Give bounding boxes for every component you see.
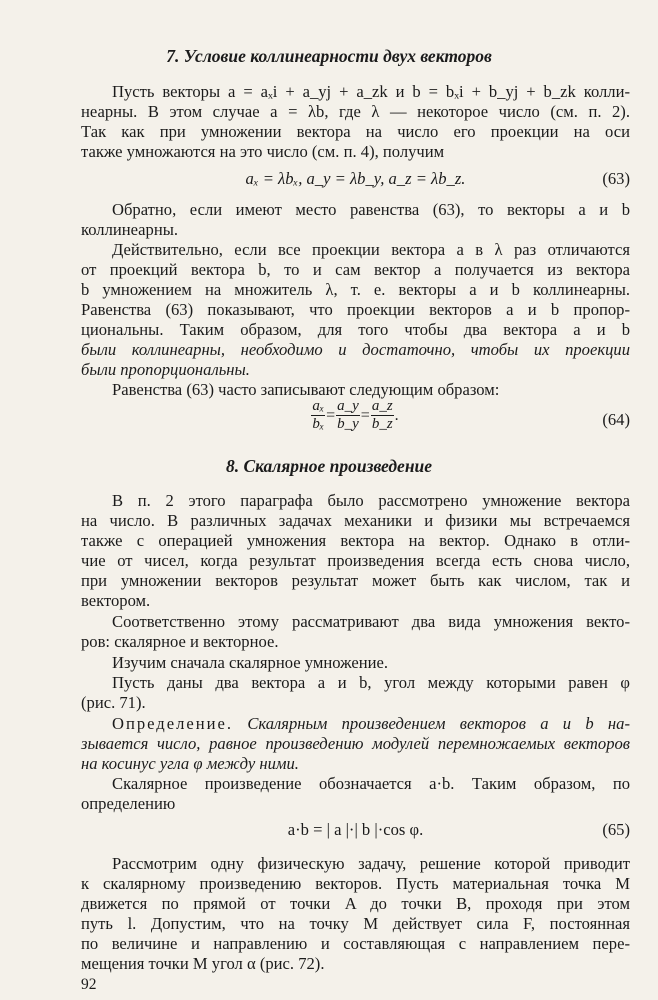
fraction-z-denominator: b_z — [371, 416, 393, 432]
equation-63 — [81, 167, 630, 191]
s8-p6-line4: путь l. Допустим, что на точку M действует сила F, постоянная — [81, 914, 630, 933]
s8-p2-line2: ров: скалярное и векторное. — [81, 632, 279, 651]
s8-p2-line1: Соответственно этому рассматривают два вида умножения векто- — [112, 612, 630, 631]
definition-line1 — [112, 714, 630, 734]
equals-sign-1: = — [326, 406, 336, 424]
equation-63-body: aₓ = λbₓ, a_y = λb_y, a_z = λb_z. — [245, 169, 466, 188]
s8-p6-line2: к скалярному произведению векторов. Пусть материальная точка M — [81, 874, 630, 893]
equation-64 — [81, 398, 630, 444]
s7-p3-line2: от проекций вектора b, то и сам вектор a получается из вектора — [81, 260, 630, 279]
s7-p3-line4: Равенства (63) показывают, что проекции векторов a и b пропор- — [81, 300, 630, 319]
definition-line2: зывается число, равное произведению модулей перемножаемых векторов — [81, 734, 630, 753]
s8-p1-line1: В п. 2 этого параграфа было рассмотрено умножение вектора — [112, 491, 630, 510]
s8-p1-line6: вектором. — [81, 591, 151, 610]
fraction-x-numerator: aₓ — [312, 398, 325, 414]
s7-p4: Равенства (63) часто записывают следующим образом: — [112, 380, 500, 399]
equation-64-body — [81, 398, 630, 433]
s7-p3-line7: были пропорциональны. — [81, 360, 250, 379]
s8-p1-line4: чие от чисел, когда результат произведения всегда есть снова число, — [81, 551, 630, 570]
s7-p1-line3: Так как при умножении вектора на число его проекции на оси — [81, 122, 630, 141]
fraction-y-denominator: b_y — [337, 416, 359, 432]
definition-text-1: Скалярным произведением векторов a и b на- — [247, 714, 630, 733]
s8-p6-line6: мещения точки M угол α (рис. 72). — [81, 954, 325, 973]
s8-p5-line1: Скалярное произведение обозначается a·b. Таким образом, по — [112, 774, 630, 793]
equation-64-period: . — [394, 406, 399, 424]
s7-p1-line1: Пусть векторы a = aₓi + a_yj + a_zk и b = bₓi + b_yj + b_zk колли- — [112, 82, 630, 101]
definition-line3: на косинус угла φ между ними. — [81, 754, 299, 773]
s8-p5-line2: определению — [81, 794, 176, 813]
equation-65-body: a·b = | a |·| b |·cos φ. — [287, 820, 424, 839]
fraction-x — [311, 398, 325, 433]
equals-sign-2: = — [360, 406, 370, 424]
s8-p4-line1: Пусть даны два вектора a и b, угол между которыми равен φ — [112, 673, 630, 692]
fraction-z — [371, 398, 394, 433]
page-number: 92 — [81, 976, 97, 993]
section-8-title: 8. Скалярное произведение — [225, 456, 433, 476]
s7-p3-line3: b умножением на множитель λ, т. е. векторы a и b коллинеарны. — [81, 280, 630, 299]
fraction-x-denominator: bₓ — [312, 416, 325, 432]
s7-p3-line5: циональны. Таким образом, для того чтобы два вектора a и b — [81, 320, 630, 339]
definition-label: Определение. — [112, 714, 234, 733]
s8-p4-line2: (рис. 71). — [81, 693, 146, 712]
equation-65-number: (65) — [602, 820, 630, 839]
s8-p1-line5: при умножении векторов результат может быть как числом, так и — [81, 571, 630, 590]
equation-65 — [81, 818, 630, 842]
s8-p3: Изучим сначала скалярное умножение. — [112, 653, 388, 672]
s7-p2-line2: коллинеарны. — [81, 220, 179, 239]
equation-64-number: (64) — [602, 410, 630, 429]
s7-p1-line4: также умножаются на это число (см. п. 4), получим — [81, 142, 445, 161]
s7-p3-line1: Действительно, если все проекции вектора a в λ раз отличаются — [112, 240, 630, 259]
s8-p6-line3: движется по прямой от точки A до точки B, проходя при этом — [81, 894, 630, 913]
s8-p1-line3: также с операцией умножения вектора на вектор. Однако в отли- — [81, 531, 630, 550]
equation-63-number: (63) — [602, 169, 630, 188]
section-7-title: 7. Условие коллинеарности двух векторов — [166, 46, 492, 66]
fraction-y — [336, 398, 360, 433]
s7-p3-line6: были коллинеарны, необходимо и достаточно, чтобы их проекции — [81, 340, 630, 359]
s8-p1-line2: на число. В различных задачах механики и физики мы встречаемся — [81, 511, 630, 530]
fraction-y-numerator: a_y — [337, 398, 359, 414]
s8-p6-line5: по величине и направлению и составляющая с направлением пере- — [81, 934, 630, 953]
s7-p2-line1: Обратно, если имеют место равенства (63), то векторы a и b — [112, 200, 630, 219]
fraction-z-numerator: a_z — [371, 398, 393, 414]
s7-p1-line2: неарны. В этом случае a = λb, где λ — некоторое число (см. п. 2). — [81, 102, 630, 121]
s8-p6-line1: Рассмотрим одну физическую задачу, решение которой приводит — [112, 854, 630, 873]
